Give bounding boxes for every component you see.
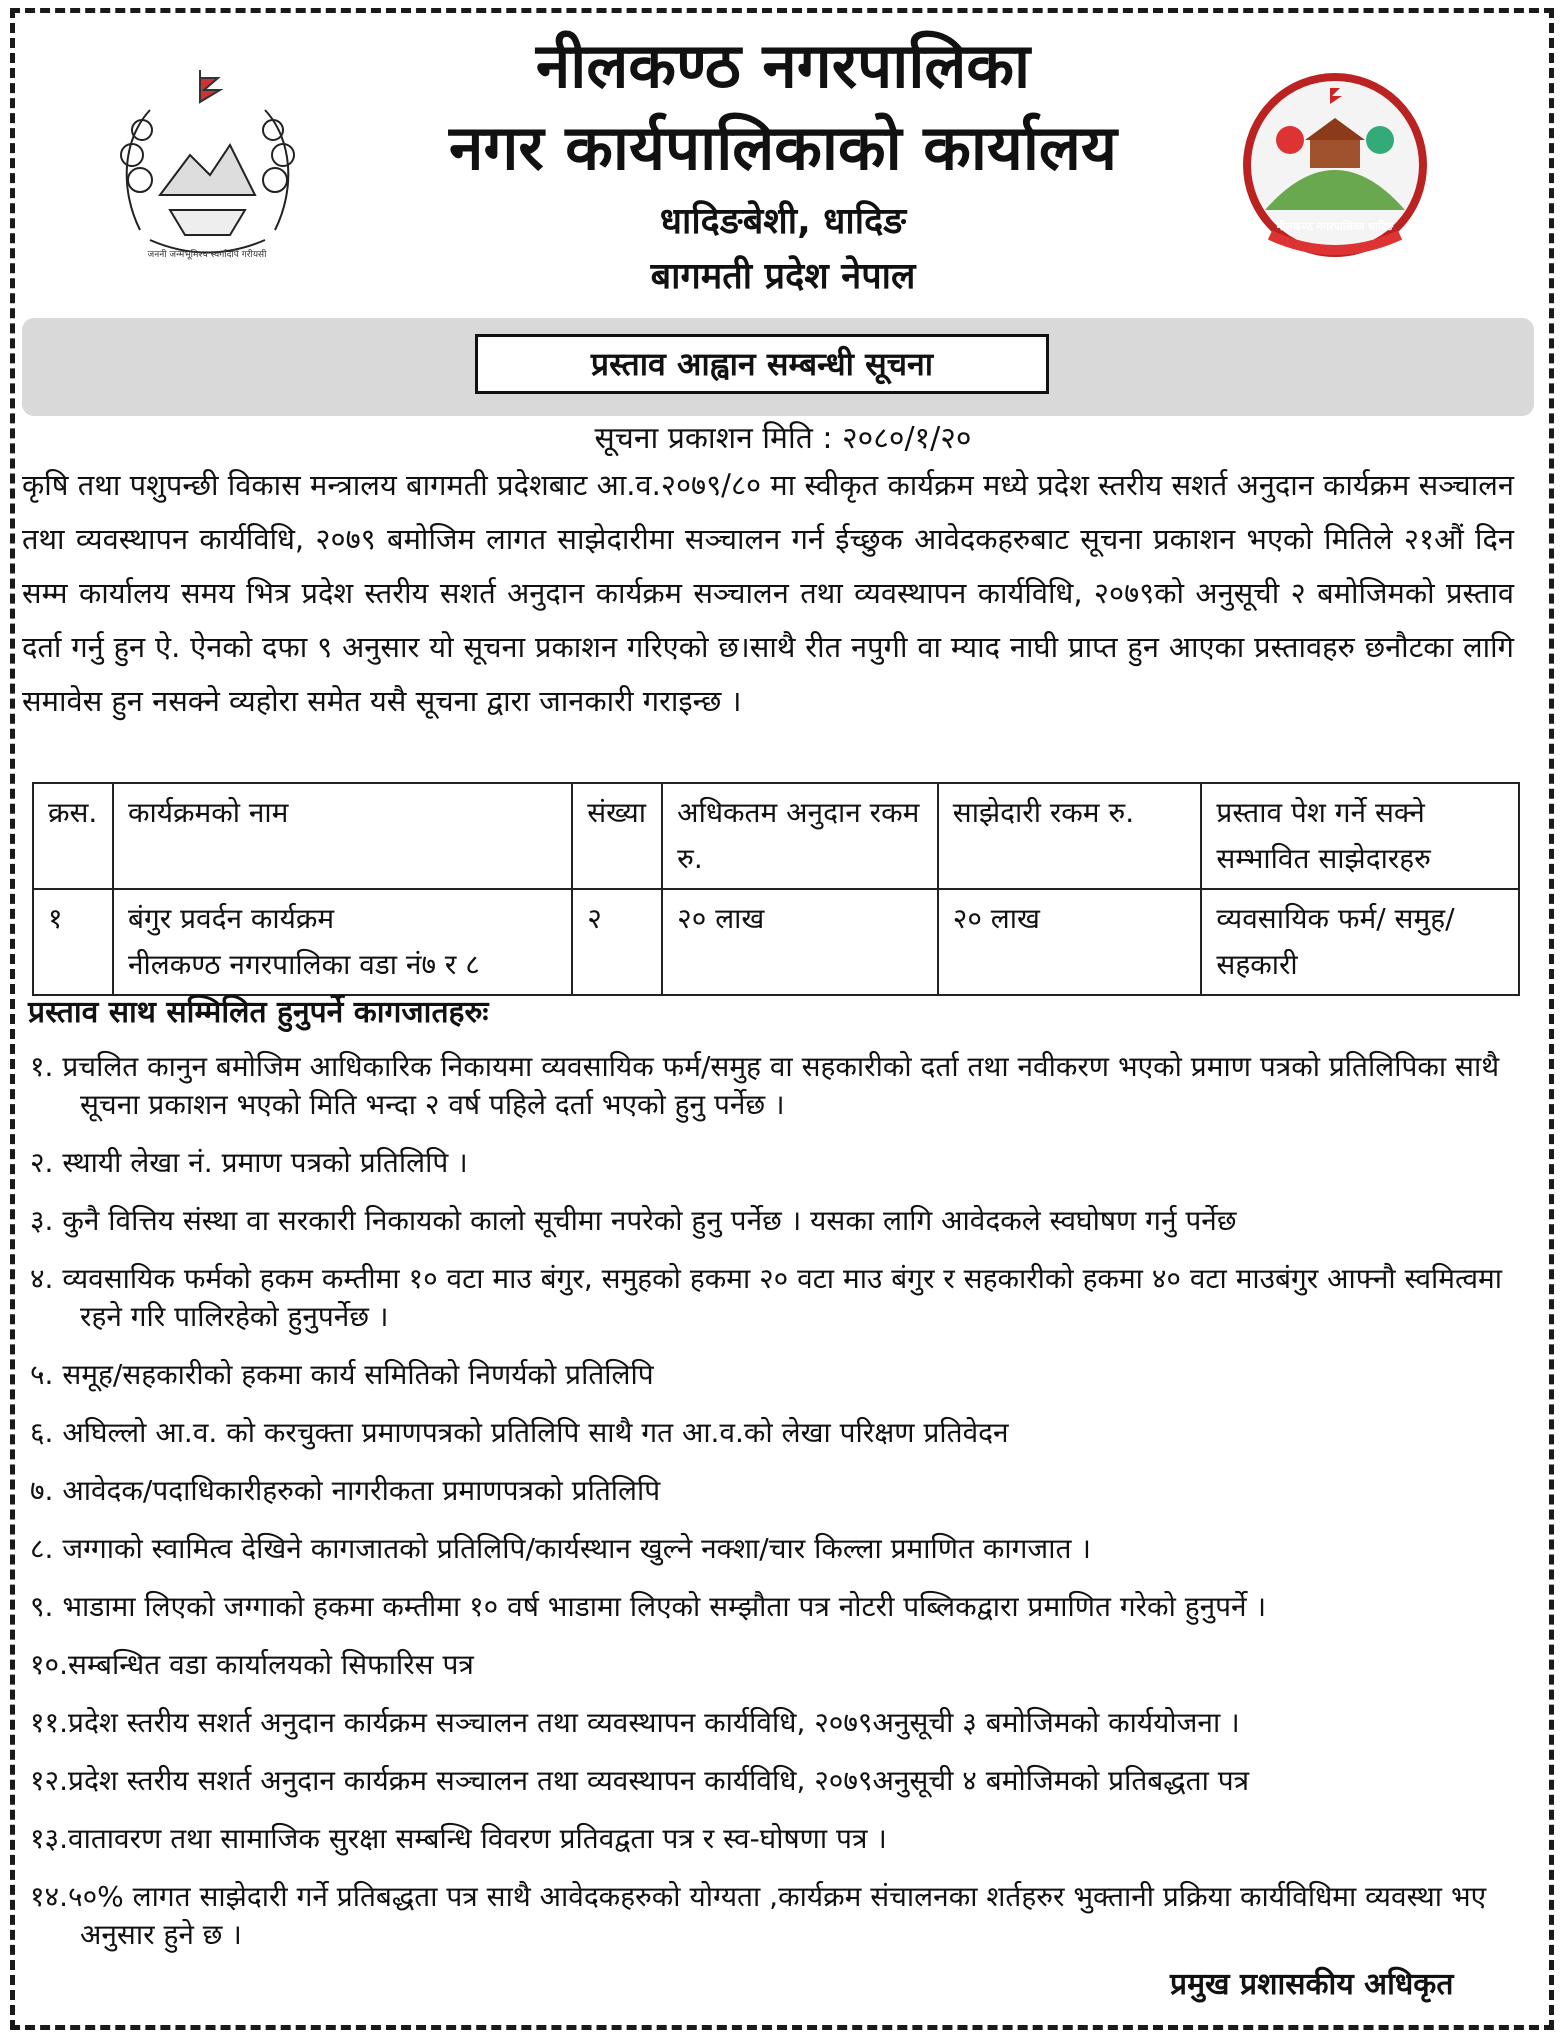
program-location: नीलकण्ठ नगरपालिका वडा नं७ र ८	[127, 948, 480, 981]
program-table	[32, 782, 1520, 996]
cell-sn: १	[33, 889, 113, 995]
list-item: ७. आवेदक/पदाधिकारीहरुको नागरीकता प्रमाणपत्रको प्रतिलिपि	[30, 1474, 661, 1507]
col-header-partners: प्रस्ताव पेश गर्ने सक्ने सम्भावित साझेदारहरु	[1201, 783, 1519, 889]
office-location: धादिङबेशी, धादिङ	[659, 201, 907, 242]
municipality-name: नीलकण्ठ नगरपालिका	[535, 29, 1031, 102]
list-item: ५. समूह/सहकारीको हकमा कार्य समितिको निणर्यको प्रतिलिपि	[30, 1358, 654, 1391]
requirements-list	[30, 1048, 1530, 1974]
col-header-count: संख्या	[572, 783, 662, 889]
list-item: १२.प्रदेश स्तरीय सशर्त अनुदान कार्यक्रम सञ्चालन तथा व्यवस्थापन कार्यविधि, २०७९अनुसूची ४ बमोजिमको प्रतिबद्धता पत्र	[30, 1764, 1250, 1797]
list-item: १. प्रचलित कानुन बमोजिम आधिकारिक निकायमा व्यवसायिक फर्म/समुह वा सहकारीको दर्ता तथा नवीकरण भएको प्रमाण पत्रको प्रतिलिपिका साथै सूचना प्रकाशन भएको मिति भन्दा २ वर्ष पहिले दर्ता भएको हुनु पर्नेछ ।	[30, 1050, 1500, 1121]
list-item: १०.सम्बन्धित वडा कार्यालयको सिफारिस पत्र	[30, 1648, 474, 1681]
cell-count: २	[572, 889, 662, 995]
cell-partners: व्यवसायिक फर्म/ समुह/ सहकारी	[1201, 889, 1519, 995]
list-item: ८. जग्गाको स्वामित्व देखिने कागजातको प्रतिलिपि/कार्यस्थान खुल्ने नक्शा/चार किल्ला प्रमाणित कागजात ।	[30, 1532, 1091, 1565]
office-name: नगर कार्यपालिकाको कार्यालय	[449, 111, 1117, 184]
signature-title: प्रमुख प्रशासकीय अधिकृत	[1170, 1967, 1454, 2002]
publication-date: सूचना प्रकाशन मिति : २०८०/१/२०	[594, 421, 972, 456]
list-item: ३. कुनै वित्तिय संस्था वा सरकारी निकायको कालो सूचीमा नपरेको हुनु पर्नेछ । यसका लागि आवेदकले स्वघोषण गर्नु पर्नेछ	[30, 1204, 1237, 1237]
province-country: बागमती प्रदेश नेपाल	[650, 256, 916, 297]
col-header-sn: क्रस.	[33, 783, 113, 889]
cell-program	[113, 889, 572, 995]
list-item: १४.५०% लागत साझेदारी गर्ने प्रतिबद्धता पत्र साथै आवेदकहरुको योग्यता ,कार्यक्रम संचालनका शर्तहरुर भुक्तानी प्रक्रिया कार्यविधिमा व्यवस्था भए अनुसार हुने छ ।	[30, 1880, 1487, 1951]
col-header-partnership: साझेदारी रकम रु.	[938, 783, 1202, 889]
col-header-max-grant: अधिकतम अनुदान रकम रु.	[662, 783, 938, 889]
program-name: बंगुर प्रवर्दन कार्यक्रम	[127, 902, 335, 935]
list-item: ११.प्रदेश स्तरीय सशर्त अनुदान कार्यक्रम सञ्चालन तथा व्यवस्थापन कार्यविधि, २०७९अनुसूची ३ बमोजिमको कार्ययोजना ।	[30, 1706, 1240, 1739]
list-item: ६. अघिल्लो आ.व. को करचुक्ता प्रमाणपत्रको प्रतिलिपि साथै गत आ.व.को लेखा परिक्षण प्रतिवेदन	[30, 1416, 1009, 1449]
logo-caption: नीलकण्ठ नगरपालिका धादिङ	[1276, 220, 1394, 233]
table-row	[33, 889, 1519, 995]
requirements-heading: प्रस्ताव साथ सम्मिलित हुनुपर्ने कागजातहरुः	[28, 995, 489, 1030]
list-item: १३.वातावरण तथा सामाजिक सुरक्षा सम्बन्धि विवरण प्रतिवद्वता पत्र र स्व-घोषणा पत्र ।	[30, 1822, 887, 1855]
cell-partnership: २० लाख	[938, 889, 1202, 995]
list-item: ४. व्यवसायिक फर्मको हकम कम्तीमा १० वटा माउ बंगुर, समुहको हकमा २० वटा माउ बंगुर र सहकारीको हकमा ४० वटा माउबंगुर आफ्नौ स्वमित्वमा रहने गरि पालिरहेको हुनुपर्नेछ ।	[30, 1262, 1503, 1333]
notice-body: कृषि तथा पशुपन्छी विकास मन्त्रालय बागमती प्रदेशबाट आ.व.२०७९/८० मा स्वीकृत कार्यक्रम मध्ये प्रदेश स्तरीय सशर्त अनुदान कार्यक्रम सञ्चालन तथा व्यवस्थापन कार्यविधि, २०७९ बमोजिम लागत साझेदारीमा सञ्चालन गर्न ईच्छुक आवेदकहरुबाट सूचना प्रकाशन भएको मितिले २१औं दिन सम्म कार्यालय समय भित्र प्रदेश स्तरीय सशर्त अनुदान कार्यक्रम सञ्चालन तथा व्यवस्थापन कार्यविधि, २०७९को अनुसूची २ बमोजिमको प्रस्ताव दर्ता गर्नु हुन ऐ. ऐनको दफा ९ अनुसार यो सूचना प्रकाशन गरिएको छ।साथै रीत नपुगी वा म्याद नाघी प्राप्त हुन आएका प्रस्तावहरु छनौटका लागि समावेस हुन नसक्ने व्यहोरा समेत यसै सूचना द्वारा जानकारी गराइन्छ ।	[22, 468, 1514, 718]
col-header-program: कार्यक्रमको नाम	[113, 783, 572, 889]
list-item: २. स्थायी लेखा नं. प्रमाण पत्रको प्रतिलिपि ।	[30, 1146, 468, 1179]
emblem-motto: जननी जन्मभूमिश्च स्वर्गादपि गरीयसी	[147, 250, 267, 260]
cell-max-grant: २० लाख	[662, 889, 938, 995]
notice-title: प्रस्ताव आह्वान सम्बन्धी सूचना	[475, 334, 1049, 394]
list-item: ९. भाडामा लिएको जग्गाको हकमा कम्तीमा १० वर्ष भाडामा लिएको सम्झौता पत्र नोटरी पब्लिकद्वारा प्रमाणित गरेको हुनुपर्ने ।	[30, 1590, 1267, 1623]
table-header-row	[33, 783, 1519, 889]
